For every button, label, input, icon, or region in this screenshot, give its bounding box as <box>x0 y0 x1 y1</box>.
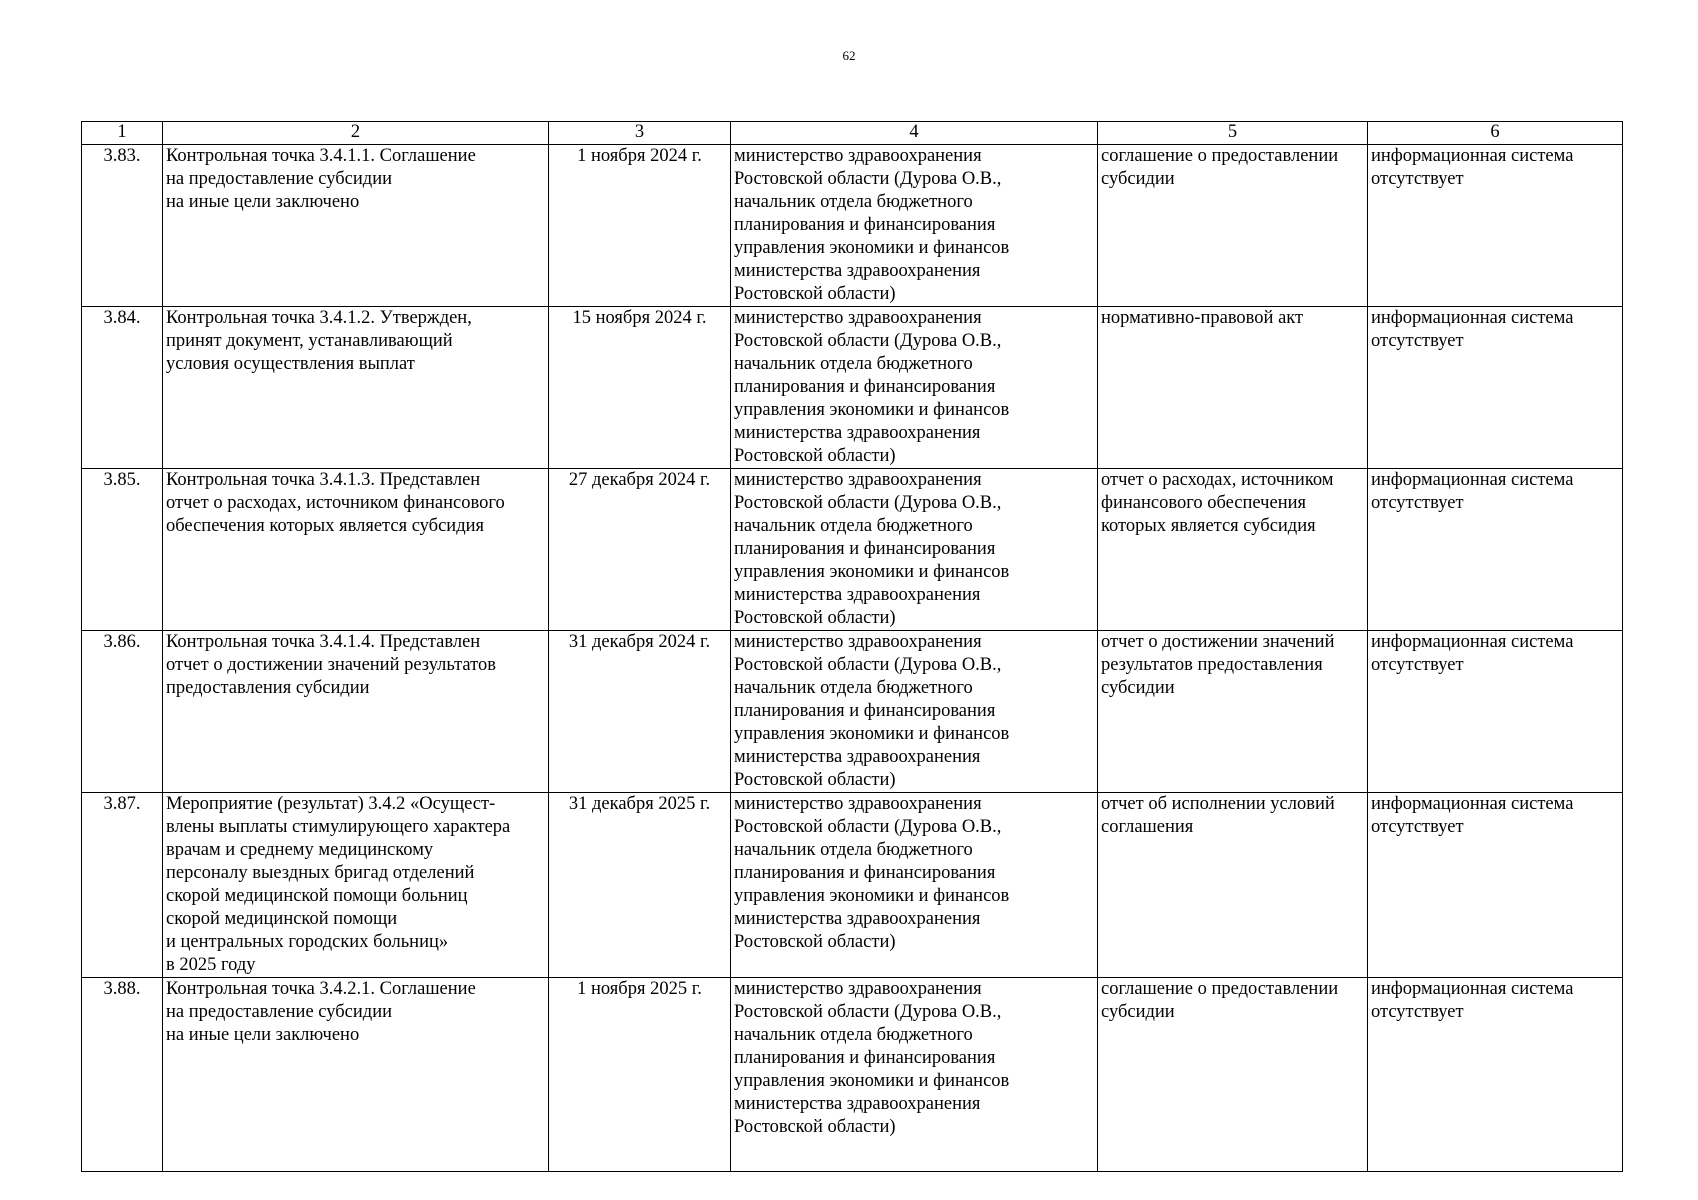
responsible-cell-line: министерство здравоохранения <box>734 308 982 328</box>
event-name-cell <box>163 145 549 307</box>
responsible-cell-line: министерство здравоохранения <box>734 470 982 490</box>
event-name-cell <box>163 631 549 793</box>
responsible-cell-line: министерство здравоохранения <box>734 794 982 814</box>
row-number: 3.86. <box>82 631 163 793</box>
info-system-cell-line: информационная система <box>1371 308 1574 328</box>
table-row <box>82 793 1623 978</box>
document-cell-line: отчет о достижении значений <box>1101 632 1335 652</box>
event-name-cell-line: Мероприятие (результат) 3.4.2 «Осущест- <box>166 794 496 814</box>
info-system-cell-line: отсутствует <box>1371 493 1464 513</box>
info-system-cell-line: информационная система <box>1371 470 1574 490</box>
responsible-cell-line: Ростовской области (Дурова О.В., <box>734 493 1002 513</box>
table-row <box>82 978 1623 1172</box>
info-system-cell <box>1368 793 1623 978</box>
event-name-cell-line: и центральных городских больниц» <box>166 932 449 952</box>
event-name-cell-line: скорой медицинской помощи <box>166 909 398 929</box>
table-row <box>82 307 1623 469</box>
document-cell-line: результатов предоставления <box>1101 655 1323 675</box>
responsible-cell-line: министерства здравоохранения <box>734 1094 981 1114</box>
document-cell-line: отчет о расходах, источником <box>1101 470 1334 490</box>
responsible-cell <box>731 978 1098 1172</box>
info-system-cell-line: отсутствует <box>1371 169 1464 189</box>
event-name-cell-line: предоставления субсидии <box>166 678 370 698</box>
responsible-cell-line: министерство здравоохранения <box>734 979 982 999</box>
row-number: 3.88. <box>82 978 163 1172</box>
responsible-cell-line: планирования и финансирования <box>734 539 996 559</box>
responsible-cell-line: Ростовской области (Дурова О.В., <box>734 169 1002 189</box>
responsible-cell-line: начальник отдела бюджетного <box>734 354 973 374</box>
responsible-cell-line: начальник отдела бюджетного <box>734 678 973 698</box>
event-name-cell-line: Контрольная точка 3.4.1.4. Представлен <box>166 632 481 652</box>
responsible-cell-line: министерства здравоохранения <box>734 423 981 443</box>
deadline-cell: 1 ноября 2025 г. <box>549 978 731 1172</box>
column-header: 2 <box>163 122 549 145</box>
responsible-cell-line: министерства здравоохранения <box>734 261 981 281</box>
column-header: 3 <box>549 122 731 145</box>
event-name-cell-line: влены выплаты стимулирующего характера <box>166 817 511 837</box>
table-row <box>82 145 1623 307</box>
responsible-cell-line: Ростовской области (Дурова О.В., <box>734 817 1002 837</box>
document-cell <box>1098 978 1368 1172</box>
document-cell-line: субсидии <box>1101 1002 1175 1022</box>
responsible-cell-line: Ростовской области) <box>734 932 896 952</box>
document-cell <box>1098 469 1368 631</box>
event-name-cell-line: персоналу выездных бригад отделений <box>166 863 475 883</box>
responsible-cell-line: управления экономики и финансов <box>734 1071 1010 1091</box>
info-system-cell-line: информационная система <box>1371 979 1574 999</box>
event-name-cell <box>163 469 549 631</box>
document-cell-line: финансового обеспечения <box>1101 493 1306 513</box>
info-system-cell <box>1368 145 1623 307</box>
responsible-cell-line: начальник отдела бюджетного <box>734 192 973 212</box>
table-row <box>82 631 1623 793</box>
deadline-cell: 1 ноября 2024 г. <box>549 145 731 307</box>
event-name-cell-line: Контрольная точка 3.4.2.1. Соглашение <box>166 979 476 999</box>
event-name-cell-line: Контрольная точка 3.4.1.2. Утвержден, <box>166 308 472 328</box>
responsible-cell-line: министерство здравоохранения <box>734 146 982 166</box>
info-system-cell <box>1368 469 1623 631</box>
responsible-cell-line: планирования и финансирования <box>734 863 996 883</box>
responsible-cell-line: Ростовской области) <box>734 770 896 790</box>
event-name-cell-line: врачам и среднему медицинскому <box>166 840 434 860</box>
header-row <box>82 122 1623 145</box>
responsible-cell-line: министерства здравоохранения <box>734 585 981 605</box>
info-system-cell-line: информационная система <box>1371 632 1574 652</box>
event-name-cell-line: принят документ, устанавливающий <box>166 331 453 351</box>
row-number: 3.87. <box>82 793 163 978</box>
page-number: 62 <box>842 48 856 63</box>
responsible-cell-line: министерства здравоохранения <box>734 909 981 929</box>
responsible-cell-line: начальник отдела бюджетного <box>734 840 973 860</box>
event-name-cell-line: отчет о расходах, источником финансового <box>166 493 505 513</box>
info-system-cell <box>1368 631 1623 793</box>
deadline-cell: 27 декабря 2024 г. <box>549 469 731 631</box>
info-system-cell-line: отсутствует <box>1371 331 1464 351</box>
deadline-cell: 15 ноября 2024 г. <box>549 307 731 469</box>
deadline-cell: 31 декабря 2024 г. <box>549 631 731 793</box>
table-row <box>82 469 1623 631</box>
responsible-cell-line: начальник отдела бюджетного <box>734 1025 973 1045</box>
document-cell <box>1098 145 1368 307</box>
info-system-cell-line: отсутствует <box>1371 817 1464 837</box>
responsible-cell-line: управления экономики и финансов <box>734 562 1010 582</box>
responsible-cell-line: министерство здравоохранения <box>734 632 982 652</box>
column-header: 6 <box>1368 122 1623 145</box>
info-system-cell-line: отсутствует <box>1371 1002 1464 1022</box>
info-system-cell-line: отсутствует <box>1371 655 1464 675</box>
info-system-cell-line: информационная система <box>1371 146 1574 166</box>
info-system-cell-line: информационная система <box>1371 794 1574 814</box>
responsible-cell-line: Ростовской области) <box>734 1117 896 1137</box>
event-name-cell-line: на предоставление субсидии <box>166 1002 392 1022</box>
event-name-cell <box>163 307 549 469</box>
event-name-cell-line: в 2025 году <box>166 955 256 975</box>
document-cell <box>1098 631 1368 793</box>
responsible-cell <box>731 793 1098 978</box>
column-header: 5 <box>1098 122 1368 145</box>
responsible-cell-line: Ростовской области (Дурова О.В., <box>734 655 1002 675</box>
responsible-cell-line: начальник отдела бюджетного <box>734 516 973 536</box>
responsible-cell-line: Ростовской области (Дурова О.В., <box>734 331 1002 351</box>
responsible-cell-line: управления экономики и финансов <box>734 886 1010 906</box>
event-name-cell-line: обеспечения которых является субсидия <box>166 516 485 536</box>
responsible-cell <box>731 631 1098 793</box>
row-number: 3.85. <box>82 469 163 631</box>
responsible-cell-line: Ростовской области) <box>734 284 896 304</box>
event-name-cell-line: Контрольная точка 3.4.1.1. Соглашение <box>166 146 476 166</box>
responsible-cell-line: управления экономики и финансов <box>734 724 1010 744</box>
document-cell <box>1098 307 1368 469</box>
document-cell-line: соглашение о предоставлении <box>1101 146 1339 166</box>
document-cell-line: нормативно-правовой акт <box>1101 308 1304 328</box>
responsible-cell-line: Ростовской области) <box>734 446 896 466</box>
document-cell-line: которых является субсидия <box>1101 516 1316 536</box>
info-system-cell <box>1368 978 1623 1172</box>
responsible-cell-line: управления экономики и финансов <box>734 400 1010 420</box>
responsible-cell-line: планирования и финансирования <box>734 215 996 235</box>
event-name-cell-line: на предоставление субсидии <box>166 169 392 189</box>
column-header: 4 <box>731 122 1098 145</box>
document-cell-line: субсидии <box>1101 678 1175 698</box>
row-number: 3.84. <box>82 307 163 469</box>
document-cell-line: отчет об исполнении условий <box>1101 794 1335 814</box>
document-cell-line: субсидии <box>1101 169 1175 189</box>
event-name-cell <box>163 978 549 1172</box>
row-number: 3.83. <box>82 145 163 307</box>
document-cell <box>1098 793 1368 978</box>
info-system-cell <box>1368 307 1623 469</box>
document-cell-line: соглашение о предоставлении <box>1101 979 1339 999</box>
responsible-cell-line: министерства здравоохранения <box>734 747 981 767</box>
responsible-cell-line: Ростовской области (Дурова О.В., <box>734 1002 1002 1022</box>
responsible-cell-line: планирования и финансирования <box>734 1048 996 1068</box>
event-name-cell-line: скорой медицинской помощи больниц <box>166 886 468 906</box>
responsible-cell <box>731 307 1098 469</box>
event-name-cell <box>163 793 549 978</box>
responsible-cell-line: управления экономики и финансов <box>734 238 1010 258</box>
event-name-cell-line: условия осуществления выплат <box>166 354 415 374</box>
responsible-cell <box>731 145 1098 307</box>
event-name-cell-line: на иные цели заключено <box>166 192 360 212</box>
plan-table <box>81 121 1623 1172</box>
responsible-cell-line: планирования и финансирования <box>734 377 996 397</box>
event-name-cell-line: на иные цели заключено <box>166 1025 360 1045</box>
responsible-cell-line: Ростовской области) <box>734 608 896 628</box>
responsible-cell-line: планирования и финансирования <box>734 701 996 721</box>
document-cell-line: соглашения <box>1101 817 1194 837</box>
deadline-cell: 31 декабря 2025 г. <box>549 793 731 978</box>
event-name-cell-line: отчет о достижении значений результатов <box>166 655 496 675</box>
event-name-cell-line: Контрольная точка 3.4.1.3. Представлен <box>166 470 481 490</box>
column-header: 1 <box>82 122 163 145</box>
responsible-cell <box>731 469 1098 631</box>
